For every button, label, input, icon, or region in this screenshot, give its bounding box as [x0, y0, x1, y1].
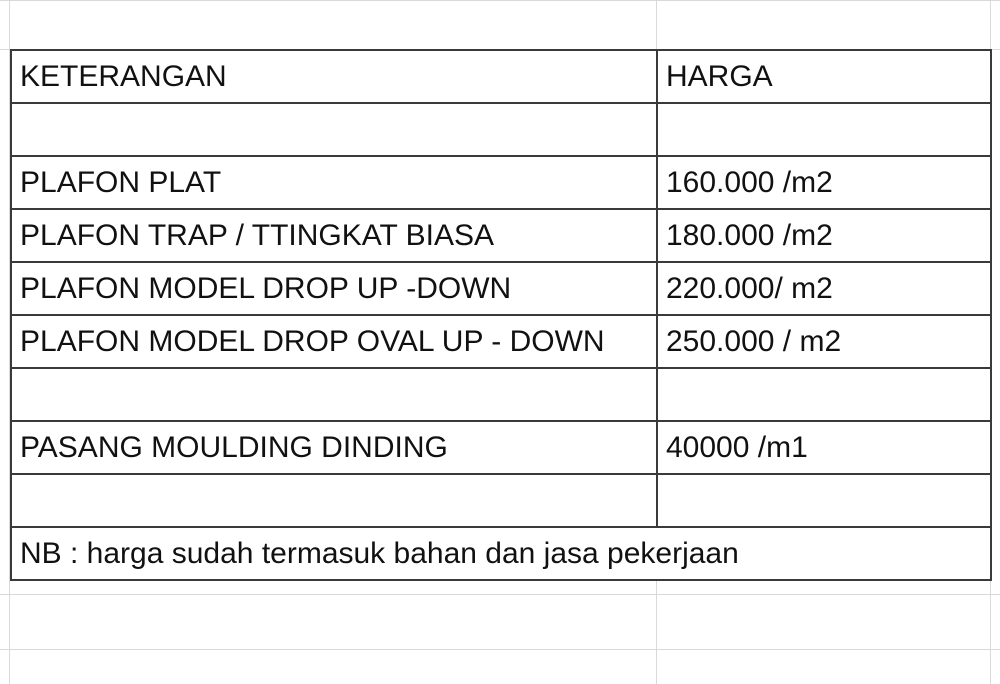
description-cell[interactable]: PLAFON MODEL DROP OVAL UP - DOWN — [11, 315, 657, 368]
table-row — [11, 103, 991, 156]
price-cell[interactable]: 250.000 / m2 — [657, 315, 991, 368]
table-row — [11, 156, 991, 209]
table-row — [11, 421, 991, 474]
price-table — [10, 49, 992, 581]
note-cell[interactable]: NB : harga sudah termasuk bahan dan jasa pekerjaan — [11, 527, 991, 580]
price-cell[interactable]: 220.000/ m2 — [657, 262, 991, 315]
gridline-horizontal — [0, 649, 1000, 650]
price-cell[interactable] — [657, 368, 991, 421]
header-harga-cell[interactable]: HARGA — [657, 50, 991, 103]
table-row — [11, 262, 991, 315]
description-cell[interactable] — [11, 103, 657, 156]
description-cell[interactable]: PLAFON MODEL DROP UP -DOWN — [11, 262, 657, 315]
price-cell[interactable]: 180.000 /m2 — [657, 209, 991, 262]
description-cell[interactable]: PLAFON TRAP / TTINGKAT BIASA — [11, 209, 657, 262]
price-cell[interactable] — [657, 103, 991, 156]
gridline-horizontal — [0, 594, 1000, 595]
price-table-region — [10, 49, 992, 581]
price-cell[interactable]: 160.000 /m2 — [657, 156, 991, 209]
note-row — [11, 527, 991, 580]
description-cell[interactable] — [11, 474, 657, 527]
table-row — [11, 209, 991, 262]
table-header-row — [11, 50, 991, 103]
table-row — [11, 474, 991, 527]
price-cell[interactable] — [657, 474, 991, 527]
description-cell[interactable]: PASANG MOULDING DINDING — [11, 421, 657, 474]
description-cell[interactable]: PLAFON PLAT — [11, 156, 657, 209]
price-cell[interactable]: 40000 /m1 — [657, 421, 991, 474]
header-keterangan-cell[interactable]: KETERANGAN — [11, 50, 657, 103]
gridline-horizontal — [0, 0, 1000, 1]
table-row — [11, 315, 991, 368]
table-row — [11, 368, 991, 421]
description-cell[interactable] — [11, 368, 657, 421]
